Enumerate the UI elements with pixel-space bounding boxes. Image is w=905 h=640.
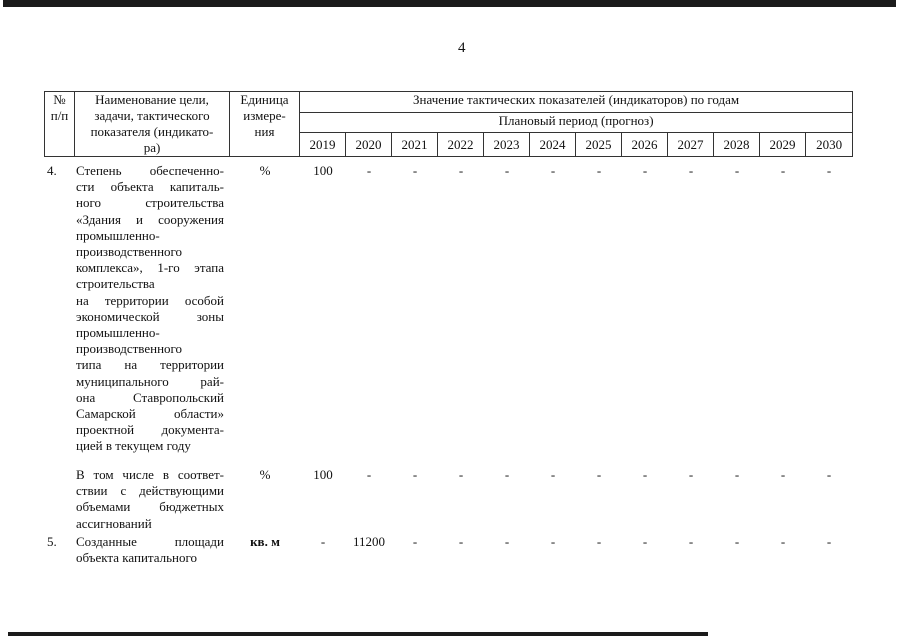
- top-border-line: [3, 0, 896, 7]
- row-year-value: -: [504, 467, 510, 482]
- row-year-value: -: [688, 163, 694, 178]
- header-year-cell: 2022: [438, 133, 484, 157]
- row-year-value: -: [734, 467, 740, 482]
- row-year-value: -: [642, 534, 648, 549]
- bottom-border-line: [8, 632, 708, 636]
- row-year-value: -: [412, 467, 418, 482]
- header-values-title: Значение тактических показателей (индикаторов) по годам: [300, 92, 853, 113]
- header-year-cell: 2025: [576, 133, 622, 157]
- indicator-name-line: цией в текущем году: [76, 438, 191, 454]
- header-year-cell: 2030: [806, 133, 853, 157]
- row-year-value: -: [642, 467, 648, 482]
- indicator-name-line: промышленно-: [76, 227, 160, 243]
- header-name-cell: Наименование цели, задачи, тактического показателя (индикато- ра): [75, 92, 230, 157]
- header-year-cell: 2020: [346, 133, 392, 157]
- header-year-cell: 2023: [484, 133, 530, 157]
- row-year-value: -: [458, 467, 464, 482]
- row-year-value: -: [550, 534, 556, 549]
- row-year-value: -: [412, 163, 418, 178]
- row-year-value: -: [458, 163, 464, 178]
- row-unit: %: [259, 467, 271, 482]
- header-unit-cell: Единица измере- ния: [230, 92, 300, 157]
- row-year-value: -: [320, 534, 326, 549]
- indicator-name-line: В том числе в соответ-: [76, 467, 224, 482]
- row-indicator-name: [76, 534, 224, 566]
- header-period-title: Плановый период (прогноз): [300, 112, 853, 133]
- indicator-name-line: муниципального рай-: [76, 373, 224, 389]
- header-year-cell: 2026: [622, 133, 668, 157]
- row-year-value: -: [596, 163, 602, 178]
- row-year-value: -: [366, 163, 372, 178]
- indicator-name-line: ного строительства: [76, 195, 224, 211]
- row-year-value: -: [734, 534, 740, 549]
- header-year-cell: 2021: [392, 133, 438, 157]
- page-number: 4: [458, 40, 466, 56]
- indicator-name-line: Самарской области»: [76, 406, 224, 422]
- row-year-value: 100: [313, 163, 333, 178]
- header-year-cell: 2029: [760, 133, 806, 157]
- indicator-name-line: производственного: [76, 341, 183, 357]
- row-indicator-name: [76, 163, 224, 455]
- row-year-value: -: [826, 534, 832, 549]
- indicator-name-line: Степень обеспеченно-: [76, 163, 224, 178]
- row-year-value: -: [642, 163, 648, 178]
- row-year-value: -: [550, 163, 556, 178]
- row-year-value: -: [504, 163, 510, 178]
- row-year-value: -: [366, 467, 372, 482]
- row-number: 5.: [47, 534, 57, 549]
- indicator-name-line: ствии с действующими: [76, 483, 224, 499]
- row-year-value: -: [596, 534, 602, 549]
- indicator-name-line: промышленно-: [76, 325, 160, 341]
- row-year-value: -: [596, 467, 602, 482]
- row-year-value: -: [780, 163, 786, 178]
- indicator-name-line: типа на территории: [76, 357, 224, 373]
- indicator-name-line: проектной документа-: [76, 422, 224, 438]
- header-year-cell: 2028: [714, 133, 760, 157]
- indicator-name-line: на территории особой: [76, 292, 224, 308]
- row-unit: кв. м: [250, 534, 280, 549]
- row-year-value: 100: [313, 467, 333, 482]
- indicator-name-line: сти объекта капиталь-: [76, 179, 224, 195]
- indicator-name-line: объемами бюджетных: [76, 499, 224, 515]
- indicator-name-line: экономической зоны: [76, 308, 224, 324]
- indicator-name-line: производственного: [76, 244, 183, 260]
- row-year-value: -: [734, 163, 740, 178]
- row-unit: %: [259, 163, 271, 178]
- row-year-value: 11200: [352, 534, 386, 549]
- row-indicator-name: [76, 467, 224, 532]
- row-year-value: -: [688, 534, 694, 549]
- indicator-name-line: Созданные площади: [76, 534, 224, 549]
- row-year-value: -: [504, 534, 510, 549]
- header-year-cell: 2019: [300, 133, 346, 157]
- row-year-value: -: [826, 163, 832, 178]
- row-year-value: -: [826, 467, 832, 482]
- row-number: 4.: [47, 163, 57, 178]
- indicator-name-line: «Здания и сооружения: [76, 211, 224, 227]
- indicator-name-line: комплекса», 1-го этапа: [76, 260, 224, 276]
- header-year-cell: 2027: [668, 133, 714, 157]
- indicator-name-line: строительства: [76, 276, 155, 292]
- row-year-value: -: [688, 467, 694, 482]
- row-year-value: -: [550, 467, 556, 482]
- row-year-value: -: [780, 467, 786, 482]
- indicator-name-line: объекта капитального: [76, 550, 198, 566]
- row-year-value: -: [458, 534, 464, 549]
- header-number-cell: № п/п: [45, 92, 75, 157]
- indicator-name-line: она Ставропольский: [76, 389, 224, 405]
- indicators-table-header: [44, 91, 853, 157]
- row-year-value: -: [412, 534, 418, 549]
- indicator-name-line: ассигнований: [76, 515, 152, 531]
- row-year-value: -: [780, 534, 786, 549]
- header-year-cell: 2024: [530, 133, 576, 157]
